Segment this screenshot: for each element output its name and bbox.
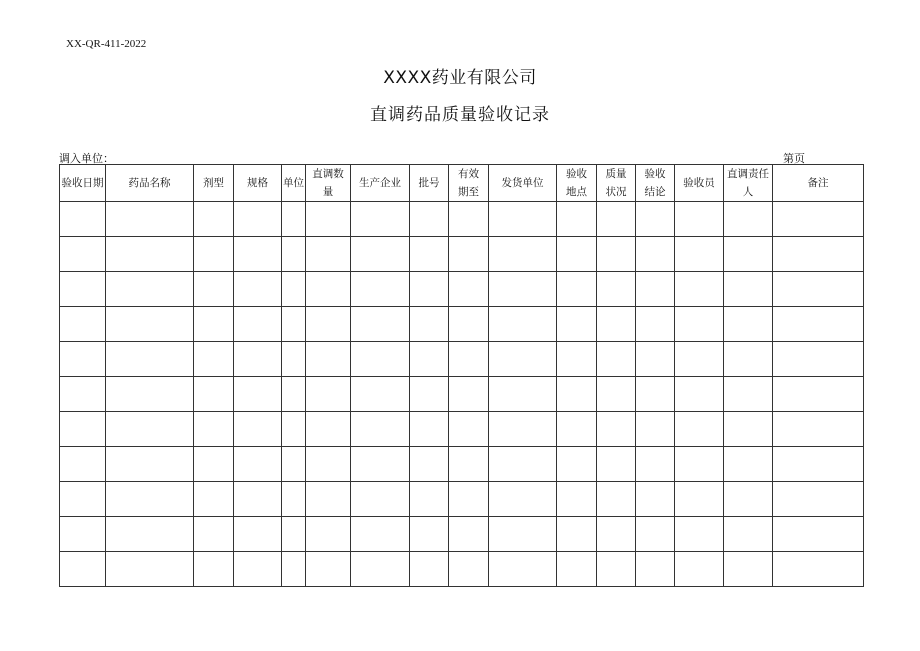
table-cell-shipper[interactable] <box>489 272 557 307</box>
table-cell-inspector[interactable] <box>675 482 724 517</box>
column-header-text: 规格 <box>247 177 268 189</box>
table-row <box>60 377 864 412</box>
table-cell-conclusion[interactable] <box>636 447 675 482</box>
table-cell-shipper[interactable] <box>489 202 557 237</box>
column-header-qty <box>306 165 351 202</box>
table-cell-remarks[interactable] <box>773 552 864 587</box>
table-cell-quality[interactable] <box>597 412 636 447</box>
column-header-date <box>60 165 106 202</box>
table-cell-dosage[interactable] <box>194 552 234 587</box>
table-cell-conclusion[interactable] <box>636 202 675 237</box>
table-cell-expiry[interactable] <box>449 447 489 482</box>
table-cell-date[interactable] <box>60 412 106 447</box>
table-cell-unit[interactable] <box>282 552 306 587</box>
table-cell-expiry[interactable] <box>449 412 489 447</box>
column-header-text: 量 <box>322 186 334 198</box>
table-cell-remarks[interactable] <box>773 412 864 447</box>
column-header-text: 有效 <box>458 168 479 180</box>
table-cell-inspector[interactable] <box>675 552 724 587</box>
table-cell-unit[interactable] <box>282 272 306 307</box>
table-cell-name[interactable] <box>106 237 194 272</box>
table-body <box>60 202 864 587</box>
table-cell-batch[interactable] <box>410 412 449 447</box>
column-header-dosage <box>194 165 234 202</box>
table-cell-responsible[interactable] <box>724 517 773 552</box>
company-name: XXXX药业有限公司 <box>383 68 537 88</box>
table-cell-qty[interactable] <box>306 517 351 552</box>
table-cell-place[interactable] <box>557 342 597 377</box>
table-cell-quality[interactable] <box>597 272 636 307</box>
table-cell-name[interactable] <box>106 342 194 377</box>
table-cell-expiry[interactable] <box>449 482 489 517</box>
table-cell-place[interactable] <box>557 412 597 447</box>
table-cell-place[interactable] <box>557 447 597 482</box>
table-cell-quality[interactable] <box>597 202 636 237</box>
column-header-text: 发货单位 <box>501 177 544 189</box>
table-cell-shipper[interactable] <box>489 482 557 517</box>
column-header-remarks <box>773 165 864 202</box>
column-header-responsible <box>724 165 773 202</box>
table-cell-inspector[interactable] <box>675 517 724 552</box>
table-cell-date[interactable] <box>60 272 106 307</box>
column-header-text: 验收 <box>644 168 666 180</box>
table-row <box>60 342 864 377</box>
table-cell-expiry[interactable] <box>449 237 489 272</box>
column-header-text: 状况 <box>605 186 627 198</box>
table-cell-date[interactable] <box>60 552 106 587</box>
table-cell-maker[interactable] <box>351 482 410 517</box>
table-cell-dosage[interactable] <box>194 202 234 237</box>
table-cell-maker[interactable] <box>351 237 410 272</box>
table-cell-remarks[interactable] <box>773 517 864 552</box>
table-cell-unit[interactable] <box>282 202 306 237</box>
document-code: XX-QR-411-2022 <box>66 38 147 50</box>
column-header-maker <box>351 165 410 202</box>
column-header-text: 验收员 <box>683 177 715 189</box>
table-cell-quality[interactable] <box>597 237 636 272</box>
table-cell-name[interactable] <box>106 552 194 587</box>
table-cell-dosage[interactable] <box>194 447 234 482</box>
table-cell-unit[interactable] <box>282 237 306 272</box>
table-cell-shipper[interactable] <box>489 447 557 482</box>
table-cell-remarks[interactable] <box>773 202 864 237</box>
page-title: 直调药品质量验收记录 <box>370 105 550 125</box>
table-cell-batch[interactable] <box>410 552 449 587</box>
column-header-text: 期至 <box>458 186 479 198</box>
column-header-text: 药品名称 <box>128 177 171 189</box>
table-cell-spec[interactable] <box>234 447 282 482</box>
table-cell-expiry[interactable] <box>449 202 489 237</box>
table-row <box>60 237 864 272</box>
column-header-text: 结论 <box>644 186 666 198</box>
table-cell-name[interactable] <box>106 202 194 237</box>
table-cell-conclusion[interactable] <box>636 307 675 342</box>
table-cell-remarks[interactable] <box>773 237 864 272</box>
table-cell-unit[interactable] <box>282 517 306 552</box>
table-cell-maker[interactable] <box>351 307 410 342</box>
table-cell-qty[interactable] <box>306 237 351 272</box>
table-cell-spec[interactable] <box>234 202 282 237</box>
column-header-text: 地点 <box>566 186 587 198</box>
column-header-expiry <box>449 165 489 202</box>
table-cell-unit[interactable] <box>282 307 306 342</box>
table-cell-name[interactable] <box>106 482 194 517</box>
table-cell-maker[interactable] <box>351 202 410 237</box>
table-cell-qty[interactable] <box>306 552 351 587</box>
table-cell-maker[interactable] <box>351 552 410 587</box>
table-cell-expiry[interactable] <box>449 517 489 552</box>
table-row <box>60 202 864 237</box>
table-cell-name[interactable] <box>106 517 194 552</box>
table-cell-inspector[interactable] <box>675 272 724 307</box>
table-cell-remarks[interactable] <box>773 272 864 307</box>
table-cell-place[interactable] <box>557 272 597 307</box>
column-header-text: 单位 <box>283 177 304 189</box>
column-header-shipper <box>489 165 557 202</box>
table-cell-shipper[interactable] <box>489 237 557 272</box>
table-cell-date[interactable] <box>60 447 106 482</box>
table-cell-spec[interactable] <box>234 412 282 447</box>
table-cell-unit[interactable] <box>282 342 306 377</box>
column-header-quality <box>597 165 636 202</box>
column-header-text: 直调责任 <box>727 168 769 180</box>
table-cell-dosage[interactable] <box>194 412 234 447</box>
table-cell-conclusion[interactable] <box>636 517 675 552</box>
table-cell-dosage[interactable] <box>194 272 234 307</box>
table-header-row <box>60 165 864 202</box>
table-cell-dosage[interactable] <box>194 237 234 272</box>
table-cell-unit[interactable] <box>282 482 306 517</box>
table-cell-name[interactable] <box>106 447 194 482</box>
table-cell-expiry[interactable] <box>449 307 489 342</box>
table-cell-responsible[interactable] <box>724 342 773 377</box>
table-row <box>60 307 864 342</box>
table-cell-inspector[interactable] <box>675 447 724 482</box>
table-cell-spec[interactable] <box>234 342 282 377</box>
table-cell-date[interactable] <box>60 202 106 237</box>
table-cell-unit[interactable] <box>282 447 306 482</box>
acceptance-record-table <box>59 164 864 587</box>
column-header-place <box>557 165 597 202</box>
table-cell-spec[interactable] <box>234 377 282 412</box>
table-cell-expiry[interactable] <box>449 552 489 587</box>
table-cell-inspector[interactable] <box>675 202 724 237</box>
table-cell-dosage[interactable] <box>194 342 234 377</box>
table-cell-batch[interactable] <box>410 517 449 552</box>
table-cell-conclusion[interactable] <box>636 377 675 412</box>
table-cell-name[interactable] <box>106 307 194 342</box>
table-cell-remarks[interactable] <box>773 482 864 517</box>
table-cell-inspector[interactable] <box>675 237 724 272</box>
table-cell-shipper[interactable] <box>489 517 557 552</box>
table-cell-responsible[interactable] <box>724 272 773 307</box>
table-cell-quality[interactable] <box>597 482 636 517</box>
table-cell-unit[interactable] <box>282 412 306 447</box>
table-cell-place[interactable] <box>557 202 597 237</box>
table-cell-date[interactable] <box>60 517 106 552</box>
table-cell-maker[interactable] <box>351 447 410 482</box>
table-row <box>60 517 864 552</box>
column-header-text: 质量 <box>605 168 627 180</box>
table-cell-dosage[interactable] <box>194 517 234 552</box>
table-cell-quality[interactable] <box>597 552 636 587</box>
table-cell-date[interactable] <box>60 377 106 412</box>
column-header-text: 生产企业 <box>359 177 401 189</box>
table-cell-dosage[interactable] <box>194 307 234 342</box>
table-cell-batch[interactable] <box>410 237 449 272</box>
column-header-text: 验收 <box>566 168 587 180</box>
table-cell-name[interactable] <box>106 412 194 447</box>
table-cell-unit[interactable] <box>282 377 306 412</box>
column-header-text: 人 <box>742 186 754 198</box>
table-cell-responsible[interactable] <box>724 412 773 447</box>
table-cell-remarks[interactable] <box>773 447 864 482</box>
column-header-name <box>106 165 194 202</box>
table-cell-date[interactable] <box>60 482 106 517</box>
table-cell-batch[interactable] <box>410 342 449 377</box>
table-cell-date[interactable] <box>60 307 106 342</box>
table-cell-batch[interactable] <box>410 272 449 307</box>
table-cell-inspector[interactable] <box>675 342 724 377</box>
table-cell-conclusion[interactable] <box>636 412 675 447</box>
column-header-text: 剂型 <box>203 177 224 189</box>
table-cell-remarks[interactable] <box>773 377 864 412</box>
column-header-batch <box>410 165 449 202</box>
table-cell-responsible[interactable] <box>724 307 773 342</box>
column-header-spec <box>234 165 282 202</box>
table-cell-place[interactable] <box>557 482 597 517</box>
table-cell-responsible[interactable] <box>724 377 773 412</box>
table-cell-maker[interactable] <box>351 412 410 447</box>
table-cell-conclusion[interactable] <box>636 342 675 377</box>
table-cell-remarks[interactable] <box>773 342 864 377</box>
table-cell-spec[interactable] <box>234 307 282 342</box>
table-cell-dosage[interactable] <box>194 377 234 412</box>
table-cell-batch[interactable] <box>410 202 449 237</box>
table-cell-place[interactable] <box>557 237 597 272</box>
table-cell-maker[interactable] <box>351 377 410 412</box>
table-cell-name[interactable] <box>106 377 194 412</box>
receiving-unit-label: 调入单位： <box>59 152 114 165</box>
table-cell-quality[interactable] <box>597 342 636 377</box>
column-header-text: 批号 <box>418 177 440 189</box>
table-cell-responsible[interactable] <box>724 237 773 272</box>
table-cell-conclusion[interactable] <box>636 272 675 307</box>
table-cell-qty[interactable] <box>306 482 351 517</box>
table-cell-date[interactable] <box>60 342 106 377</box>
table-cell-quality[interactable] <box>597 377 636 412</box>
table-row <box>60 447 864 482</box>
table-cell-maker[interactable] <box>351 272 410 307</box>
table-cell-responsible[interactable] <box>724 552 773 587</box>
table-cell-qty[interactable] <box>306 342 351 377</box>
table-cell-responsible[interactable] <box>724 482 773 517</box>
column-header-inspector <box>675 165 724 202</box>
table-row <box>60 482 864 517</box>
table-cell-spec[interactable] <box>234 237 282 272</box>
table-cell-shipper[interactable] <box>489 307 557 342</box>
table-row <box>60 412 864 447</box>
table-cell-qty[interactable] <box>306 447 351 482</box>
table-cell-date[interactable] <box>60 237 106 272</box>
table-cell-inspector[interactable] <box>675 377 724 412</box>
table-cell-place[interactable] <box>557 307 597 342</box>
column-header-text: 备注 <box>807 177 829 189</box>
table-cell-expiry[interactable] <box>449 272 489 307</box>
table-row <box>60 272 864 307</box>
table-row <box>60 552 864 587</box>
table-cell-maker[interactable] <box>351 342 410 377</box>
table-cell-shipper[interactable] <box>489 412 557 447</box>
table-cell-shipper[interactable] <box>489 377 557 412</box>
table-cell-conclusion[interactable] <box>636 237 675 272</box>
table-cell-responsible[interactable] <box>724 447 773 482</box>
table-cell-batch[interactable] <box>410 307 449 342</box>
table-cell-spec[interactable] <box>234 482 282 517</box>
table-cell-qty[interactable] <box>306 272 351 307</box>
table-cell-place[interactable] <box>557 517 597 552</box>
table-cell-qty[interactable] <box>306 377 351 412</box>
table-cell-quality[interactable] <box>597 307 636 342</box>
table-cell-dosage[interactable] <box>194 482 234 517</box>
column-header-text: 验收日期 <box>61 177 104 189</box>
table-cell-batch[interactable] <box>410 482 449 517</box>
table-cell-batch[interactable] <box>410 447 449 482</box>
page-number-label: 第页 <box>783 152 805 165</box>
table-cell-conclusion[interactable] <box>636 482 675 517</box>
table-cell-qty[interactable] <box>306 307 351 342</box>
table-cell-qty[interactable] <box>306 202 351 237</box>
table-cell-expiry[interactable] <box>449 342 489 377</box>
table-cell-place[interactable] <box>557 377 597 412</box>
table-cell-shipper[interactable] <box>489 342 557 377</box>
table-cell-expiry[interactable] <box>449 377 489 412</box>
table-cell-quality[interactable] <box>597 517 636 552</box>
table-cell-responsible[interactable] <box>724 202 773 237</box>
table-cell-maker[interactable] <box>351 517 410 552</box>
column-header-conclusion <box>636 165 675 202</box>
column-header-unit <box>282 165 306 202</box>
table-cell-shipper[interactable] <box>489 552 557 587</box>
column-header-text: 直调数 <box>312 168 344 180</box>
table-cell-batch[interactable] <box>410 377 449 412</box>
table-cell-qty[interactable] <box>306 412 351 447</box>
table-cell-inspector[interactable] <box>675 307 724 342</box>
table-cell-spec[interactable] <box>234 517 282 552</box>
table-cell-spec[interactable] <box>234 272 282 307</box>
table-cell-spec[interactable] <box>234 552 282 587</box>
table-cell-name[interactable] <box>106 272 194 307</box>
table-cell-conclusion[interactable] <box>636 552 675 587</box>
table-cell-remarks[interactable] <box>773 307 864 342</box>
table-cell-quality[interactable] <box>597 447 636 482</box>
table-cell-place[interactable] <box>557 552 597 587</box>
table-cell-inspector[interactable] <box>675 412 724 447</box>
